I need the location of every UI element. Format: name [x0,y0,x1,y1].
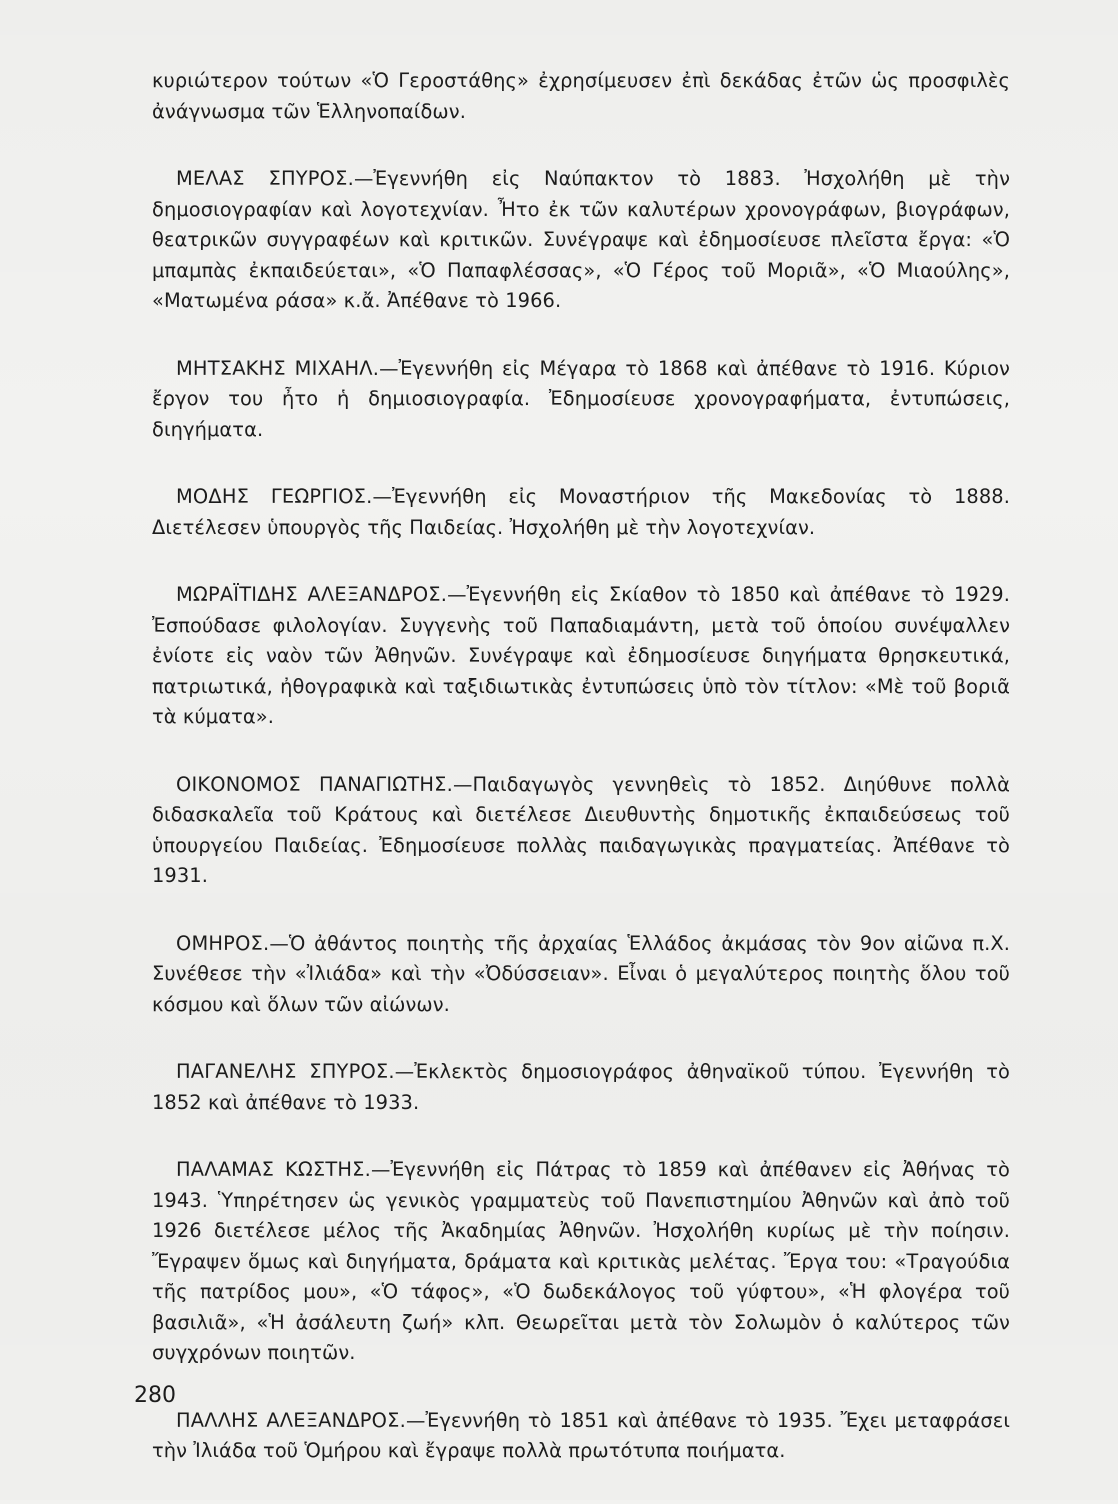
entry-omiros [152,929,1010,1021]
entry-name: ΜΟΔΗΣ ΓΕΩΡΓΙΟΣ. [176,485,373,508]
entry-text: —Ἐγεννήθη εἰς Πάτρας τὸ 1859 καὶ ἀπέθανεν εἰς Ἀθήνας τὸ 1943. Ὑπηρέτησεν ὡς γενικὸς γραμματεὺς τοῦ Πανεπιστημίου Ἀθηνῶν καὶ ἀπὸ τοῦ 1926 διετέλεσε μέλος τῆς Ἀκαδημίας Ἀθηνῶν. Ἠσχολήθη κυρίως μὲ τὴν ποίησιν. Ἔγραψεν ὅμως καὶ διηγήματα, δράματα καὶ κριτικὰς μελέτας. Ἔργα του: «Τραγούδια τῆς πατρίδος μου», «Ὁ τάφος», «Ὁ δωδεκάλογος τοῦ γύφτου», «Ἡ φλογέρα τοῦ βασιλιᾶ», «Ἡ ἀσάλευτη ζωή» κλπ. Θεωρεῖται μετὰ τὸν Σολωμὸν ὁ καλύτερος τῶν συγχρόνων ποιητῶν. [152,1158,1010,1364]
entry-name: ΜΕΛΑΣ ΣΠΥΡΟΣ. [176,167,354,190]
entry-name: ΠΑΓΑΝΕΛΗΣ ΣΠΥΡΟΣ. [176,1060,395,1083]
entry-name: ΟΜΗΡΟΣ. [176,931,270,955]
entry-paganelis [152,1057,1010,1118]
entry-palamas [152,1155,1010,1369]
entry-mitsakis [152,354,1010,446]
entry-text: —Ὁ ἀθάντος ποιητὴς τῆς ἀρχαίας Ἑλλάδος ἀκμάσας τὸν 9ον αἰῶνα π.Χ. Συνέθεσε τὴν «Ἰλιάδα» καὶ τὴν «Ὀδύσσειαν». Εἶναι ὁ μεγαλύτερος ποιητὴς ὅλου τοῦ κόσμου καὶ ὅλων τῶν αἰώνων. [152,931,1010,1016]
entry-text: —Ἐγεννήθη εἰς Ναύπακτον τὸ 1883. Ἠσχολήθη μὲ τὴν δημοσιογραφίαν καὶ λογοτεχνίαν. Ἦτο ἐκ τῶν καλυτέρων χρονογράφων, βιογράφων, θεατρικῶν συγγραφέων καὶ κριτικῶν. Συνέγραψε καὶ ἐδημοσίευσε πλεῖστα ἔργα: «Ὁ μπαμπὰς ἐκπαιδεύεται», «Ὁ Παπαφλέσσας», «Ὁ Γέρος τοῦ Μοριᾶ», «Ὁ Μιαούλης», «Ματωμένα ράσα» κ.ἄ. Ἀπέθανε τὸ 1966. [152,167,1010,312]
page-content [152,66,1010,1504]
entry-name: ΠΑΛΛΗΣ ΑΛΕΞΑΝΔΡΟΣ. [176,1408,406,1432]
entry-text: —Παιδαγωγὸς γεννηθεὶς τὸ 1852. Διηύθυνε πολλὰ διδασκαλεῖα τοῦ Κράτους καὶ διετέλεσε Διευθυντὴς δημοτικῆς ἐκπαιδεύσεως τοῦ ὑπουργείου Παιδείας. Ἐδημοσίευσε πολλὰς παιδαγωγικὰς πραγματείας. Ἀπέθανε τὸ 1931. [152,772,1010,887]
entry-text: —Ἐγεννήθη τὸ 1851 καὶ ἀπέθανε τὸ 1935. Ἔχει μεταφράσει τὴν Ἰλιάδα τοῦ Ὁμήρου καὶ ἔγραψε πολλὰ πρωτότυπα ποιήματα. [152,1408,1010,1462]
entry-pallis [152,1406,1010,1467]
entry-text: —Ἐγεννήθη εἰς Μοναστήριον τῆς Μακεδονίας τὸ 1888. Διετέλεσεν ὑπουργὸς τῆς Παιδείας. Ἠσχολήθη μὲ τὴν λογοτεχνίαν. [152,485,1010,539]
entry-text: —Ἐγεννήθη εἰς Μέγαρα τὸ 1868 καὶ ἀπέθανε τὸ 1916. Κύριον ἔργον του ἦτο ἡ δημιοσιογραφία. Ἐδημοσίευσε χρονογραφήματα, ἐντυπώσεις, διηγήματα. [152,356,1010,441]
continuation-paragraph: κυριώτερον τούτων «Ὁ Γεροστάθης» ἐχρησίμευσεν ἐπὶ δεκάδας ἐτῶν ὡς προσφιλὲς ἀνάγνωσμα τῶν Ἑλληνοπαίδων. [152,69,1010,123]
entry-name: ΠΑΛΑΜΑΣ ΚΩΣΤΗΣ. [176,1158,371,1181]
entry-moraitidis [152,580,1010,733]
entry-text: —Ἐγεννήθη εἰς Σκίαθον τὸ 1850 καὶ ἀπέθανε τὸ 1929. Ἐσπούδασε φιλολογίαν. Συγγενὴς τοῦ Παπαδιαμάντη, μετὰ τοῦ ὁποίου συνέψαλλεν ἐνίοτε εἰς ναὸν τῶν Ἀθηνῶν. Συνέγραψε καὶ ἐδημοσίευσε διηγήματα θρησκευτικά, πατριωτικά, ἠθογραφικὰ καὶ ταξιδιωτικὰς ἐντυπώσεις ὑπὸ τὸν τίτλον: «Μὲ τοῦ βοριᾶ τὰ κύματα». [152,583,1010,728]
entry-name: ΜΗΤΣΑΚΗΣ ΜΙΧΑΗΛ. [176,356,380,380]
entry-melas [152,164,1010,317]
page-number: 280 [134,1383,176,1408]
entry-text: —Ἐκλεκτὸς δημοσιογράφος ἀθηναϊκοῦ τύπου. Ἐγεννήθη τὸ 1852 καὶ ἀπέθανε τὸ 1933. [152,1060,1010,1114]
entry-modis [152,482,1010,543]
entry-name: ΟΙΚΟΝΟΜΟΣ ΠΑΝΑΓΙΩΤΗΣ. [176,772,453,796]
entry-oikonomos [152,770,1010,892]
entry-name: ΜΩΡΑΪΤΙΔΗΣ ΑΛΕΞΑΝΔΡΟΣ. [176,583,448,606]
